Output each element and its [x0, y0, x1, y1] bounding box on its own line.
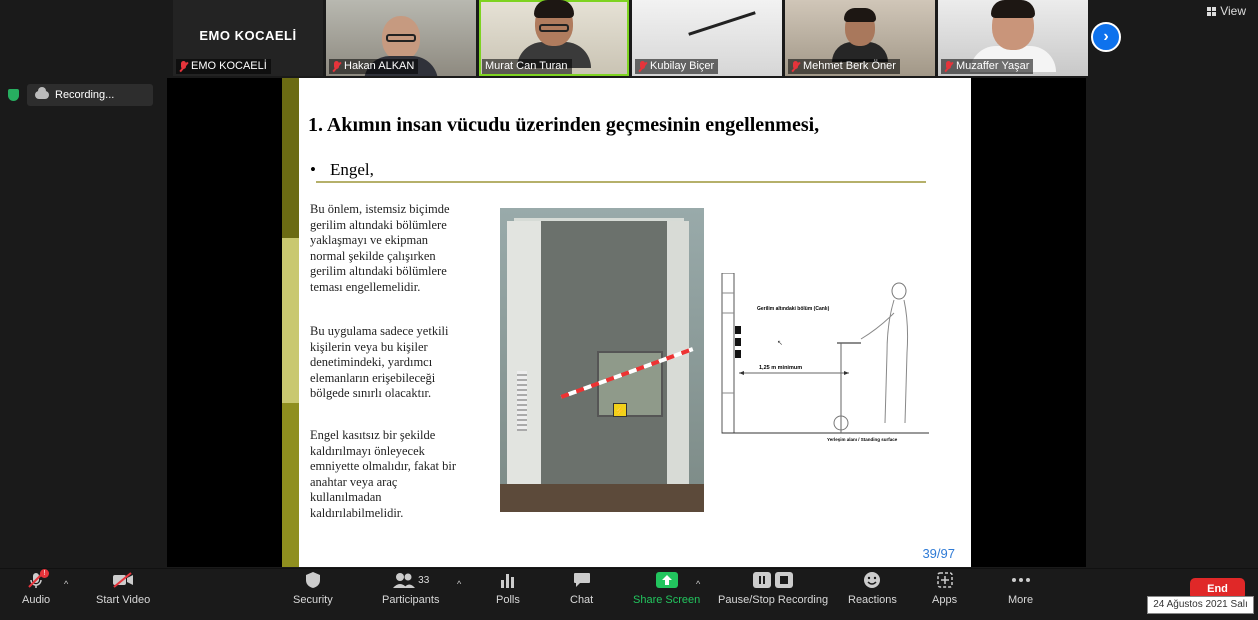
participant-name-label — [482, 59, 572, 74]
paragraph-line: kaldırılabilmelidir. — [310, 505, 404, 520]
slide-paragraph-2 — [310, 324, 490, 402]
participant-label-text: Mehmet Berk Öner — [803, 60, 896, 72]
warning-sign-icon: ⚡ — [613, 403, 627, 417]
chevron-right-icon: › — [1103, 28, 1109, 45]
meeting-toolbar — [0, 568, 1258, 620]
security-label: Security — [293, 594, 333, 606]
apps-label: Apps — [932, 594, 958, 606]
paragraph-line: teması engellemelidir. — [310, 279, 421, 294]
paragraph-line: emniyette olmalıdır, fakat bir — [310, 459, 456, 473]
slide-sidebar — [282, 78, 299, 567]
participant-tile-hakan-alkan[interactable] — [326, 0, 476, 76]
recording-label: Recording... — [55, 89, 115, 101]
participant-tile-muzaffer-yasar[interactable] — [938, 0, 1088, 76]
paragraph-line: elemanların erişebileceği — [310, 370, 436, 385]
paragraph-line: denetimindeki, yardımcı — [310, 355, 433, 369]
participant-name-label — [329, 59, 418, 74]
participant-label-text: Kubilay Biçer — [650, 60, 715, 72]
participant-name-label — [788, 59, 900, 74]
participant-strip — [173, 0, 1088, 76]
diagram-distance-label: 1,25 m minimum — [759, 365, 803, 371]
recording-indicator — [27, 84, 153, 106]
mic-muted-icon — [179, 61, 188, 72]
participant-label-text: Murat Can Turan — [485, 60, 568, 72]
reactions-label: Reactions — [848, 594, 897, 606]
smiley-icon — [861, 571, 883, 589]
paragraph-line: anahtar veya araç — [310, 474, 398, 489]
diagram-live-part-label: Gerilim altındaki bölüm (Canlı) — [757, 306, 830, 312]
share-screen-button[interactable] — [633, 571, 700, 606]
share-screen-icon — [656, 571, 678, 589]
start-video-button[interactable] — [96, 571, 150, 606]
audio-button[interactable] — [22, 571, 50, 606]
participant-name-label — [941, 59, 1033, 74]
bullet-underline — [316, 181, 926, 183]
next-page-button[interactable] — [1091, 22, 1121, 52]
mic-muted-icon — [944, 61, 953, 72]
view-button[interactable] — [1207, 4, 1246, 18]
slide-page-number: 39/97 — [922, 546, 955, 561]
participants-button[interactable] — [382, 571, 439, 606]
paragraph-line: yaklaşmayı ve ekipman — [310, 233, 429, 247]
paragraph-line: gerilim altındaki bölümlere — [310, 264, 447, 278]
bar-chart-icon — [497, 571, 519, 589]
paragraph-line: Engel kasıtsız bir şekilde — [310, 428, 436, 442]
paragraph-line: kaldırılmayı önleyecek — [310, 443, 425, 458]
start-video-label: Start Video — [96, 594, 151, 606]
chat-bubble-icon — [571, 571, 593, 589]
bullet-dot-icon: • — [310, 160, 316, 179]
presentation-slide — [282, 78, 971, 567]
diagram-ground-label: Yerleşim alanı / Standing surface — [827, 437, 898, 442]
microphone-muted-icon — [25, 571, 47, 589]
participant-name-label — [176, 59, 271, 74]
paragraph-line: gerilim altındaki bölümlere — [310, 217, 447, 232]
polls-button[interactable] — [496, 571, 520, 606]
participants-count: 33 — [418, 574, 430, 586]
shared-screen — [167, 78, 1086, 567]
participants-icon — [389, 571, 433, 589]
paragraph-line: kişilerin veya bu kişiler — [310, 339, 428, 354]
security-shield-icon — [8, 89, 19, 101]
end-meeting-button[interactable]: End — [1190, 578, 1245, 600]
chat-button[interactable] — [570, 571, 593, 606]
bullet-text: Engel, — [329, 160, 374, 179]
participant-tile-murat-can-turan[interactable] — [479, 0, 629, 76]
slide-title: 1. Akımın insan vücudu üzerinden geçmesinin engellenmesi, — [308, 114, 820, 136]
pause-stop-recording-button[interactable] — [718, 571, 828, 606]
slide-bullet — [310, 160, 374, 180]
audio-options-caret-icon[interactable]: ^ — [64, 579, 69, 589]
participant-tile-emo-kocaeli[interactable] — [173, 0, 323, 76]
participant-display-name: EMO KOCAELİ — [199, 28, 297, 43]
pause-stop-icon — [751, 571, 795, 589]
grid-view-icon — [1207, 7, 1216, 16]
recording-bar — [0, 84, 194, 106]
paragraph-line: Bu uygulama sadece yetkili — [310, 324, 449, 338]
chat-label: Chat — [570, 594, 594, 606]
audio-label: Audio — [22, 594, 51, 606]
slide-paragraph-3 — [310, 428, 490, 521]
ellipsis-icon — [1010, 571, 1032, 589]
apps-icon — [934, 571, 956, 589]
participant-video — [832, 10, 888, 62]
mic-muted-icon — [638, 61, 647, 72]
participants-label: Participants — [382, 594, 440, 606]
mic-muted-icon — [332, 61, 341, 72]
polls-label: Polls — [496, 594, 520, 606]
participant-tile-mehmet-berk-oner[interactable] — [785, 0, 935, 76]
video-off-icon — [112, 571, 134, 589]
paragraph-line: bölgede sınırlı olacaktır. — [310, 386, 432, 400]
barrier-distance-diagram — [719, 273, 934, 449]
share-screen-label: Share Screen — [633, 594, 701, 606]
security-button[interactable] — [293, 571, 333, 606]
paragraph-line: normal şekilde çalışırken — [310, 248, 436, 263]
participant-name-label — [635, 59, 718, 74]
paragraph-line: kullanılmadan — [310, 490, 382, 504]
more-button[interactable] — [1008, 571, 1033, 606]
paragraph-line: Bu önlem, istemsiz biçimde — [310, 202, 450, 216]
cloud-icon — [35, 91, 49, 99]
apps-button[interactable] — [932, 571, 957, 606]
ceiling-lamp-icon — [688, 11, 756, 35]
participants-options-caret-icon[interactable]: ^ — [457, 579, 462, 589]
view-label: View — [1220, 4, 1246, 18]
participant-tile-kubilay-bicer[interactable] — [632, 0, 782, 76]
cursor-icon: ↖ — [777, 340, 783, 347]
share-options-caret-icon[interactable]: ^ — [696, 579, 701, 589]
pause-stop-recording-label: Pause/Stop Recording — [718, 594, 829, 606]
substation-photo — [500, 208, 704, 512]
participant-label-text: Muzaffer Yaşar — [956, 60, 1030, 72]
reactions-button[interactable] — [848, 571, 897, 606]
slide-paragraph-1 — [310, 202, 490, 295]
mic-muted-icon — [791, 61, 800, 72]
participant-label-text: EMO KOCAELİ — [191, 60, 267, 72]
date-tooltip: 24 Ağustos 2021 Salı — [1147, 596, 1254, 614]
more-label: More — [1008, 594, 1034, 606]
shield-icon — [302, 571, 324, 589]
audio-alert-badge: ! — [40, 569, 49, 578]
participant-label-text: Hakan ALKAN — [344, 60, 415, 72]
